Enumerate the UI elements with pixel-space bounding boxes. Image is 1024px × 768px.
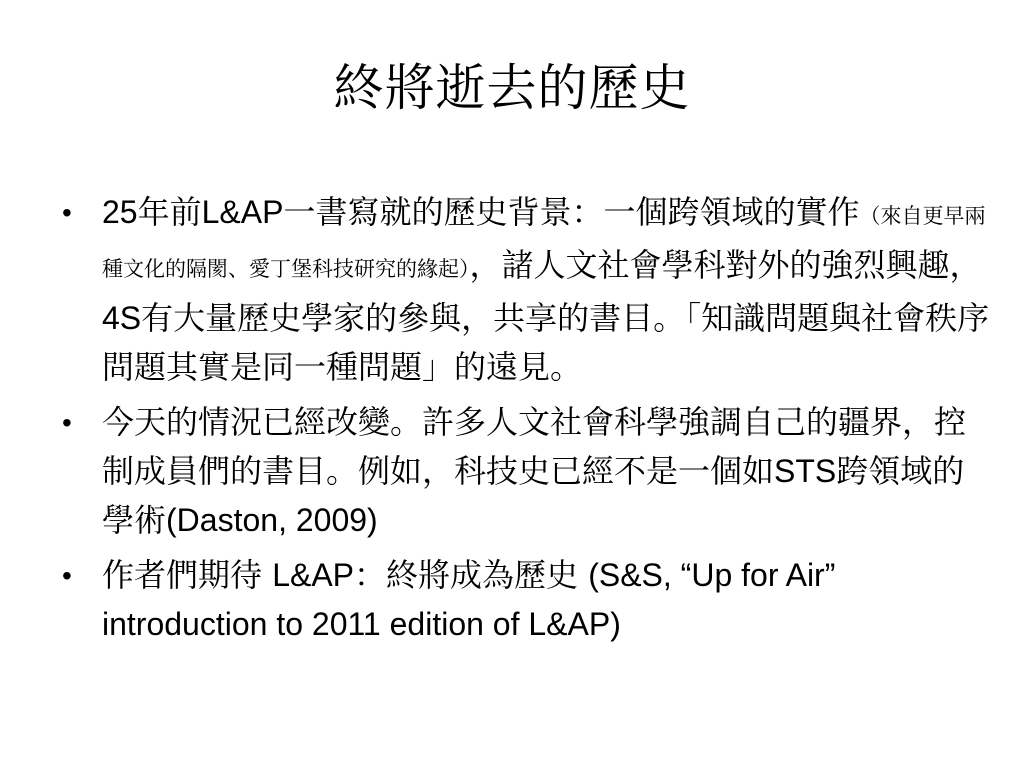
bullet-dot-icon: •: [62, 407, 72, 438]
bullet-3-part-2: L&AP: [272, 557, 355, 593]
bullet-item-3: [62, 551, 992, 649]
bullet-item-2: [62, 398, 992, 545]
bullet-1-part-7: 4S: [102, 300, 142, 336]
bullet-1-part-8: 有大量歷史學家的參與，共享的書目。「知識問題與社會秩序問題其實是同一種問題」的遠見。: [102, 299, 990, 386]
bullet-1-part-1: 25: [102, 194, 138, 230]
bullet-list: [62, 188, 992, 655]
slide-title: 終將逝去的歷史: [333, 59, 691, 117]
bullet-item-1: [62, 188, 992, 392]
bullet-2-part-4: (Daston, 2009): [166, 502, 378, 538]
bullet-1-part-4: 一書寫就的歷史背景：一個跨領域的實作: [283, 193, 860, 231]
bullet-2-part-3: 跨領域的學術: [102, 452, 965, 539]
bullet-1-part-5: （來自更早兩種文化的隔閡、愛丁堡科技研究的緣起）: [102, 204, 986, 281]
bullet-1-part-6: ，諸人文社會學科對外的強烈興趣，: [469, 246, 982, 284]
bullet-1-part-3: L&AP: [201, 194, 284, 230]
bullet-2-part-1: 今天的情況已經改變。許多人文社會科學強調自己的疆界，控制成員們的書目。例如，科技史已經不是一個如: [102, 403, 967, 490]
bullet-3-part-1: 作者們期待: [102, 556, 273, 594]
bullet-dot-icon: •: [62, 560, 72, 591]
bullet-3-part-3: ：終將成為歷史: [354, 556, 589, 594]
bullet-1-part-2: 年前: [137, 193, 202, 231]
bullet-2-part-2: STS: [774, 453, 837, 489]
bullet-3-part-4: (S&S, “Up for Air” introduction to 2011 edition of L&AP): [102, 557, 836, 642]
bullet-dot-icon: •: [62, 197, 72, 228]
